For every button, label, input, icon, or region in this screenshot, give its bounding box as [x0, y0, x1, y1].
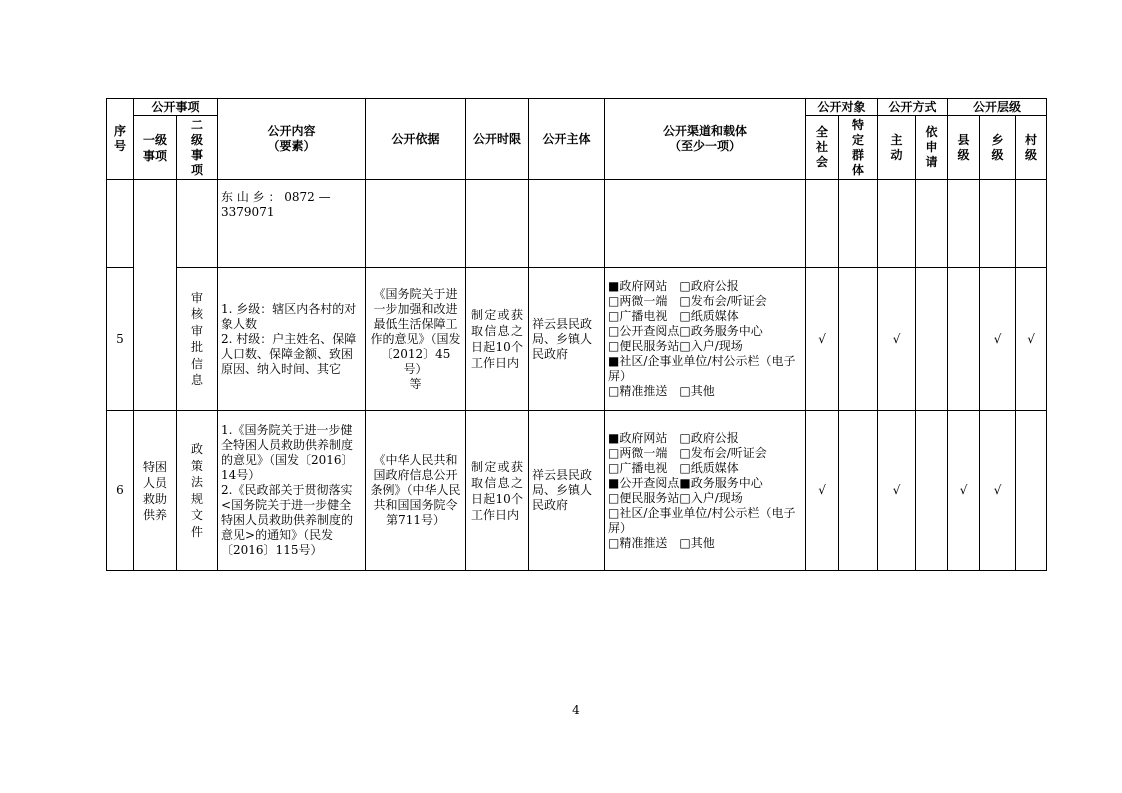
cell-apply [916, 411, 948, 571]
header-target: 公开对象 [806, 99, 878, 116]
page-number: 4 [572, 703, 580, 717]
cell-active: √ [878, 411, 916, 571]
cell-all: √ [806, 411, 839, 571]
cell-specific [839, 411, 878, 571]
header-level-county: 县级 [948, 116, 980, 180]
table-row [107, 411, 1047, 571]
header-time-limit: 公开时限 [466, 99, 529, 180]
cell-level2 [177, 180, 218, 268]
header-target-all: 全社会 [806, 116, 839, 180]
cell-all [806, 180, 839, 268]
header-target-specific: 特定群体 [839, 116, 878, 180]
cell-level1: 特困人员救助供养 [134, 411, 177, 571]
header-method-apply: 依申请 [916, 116, 948, 180]
cell-seq: 6 [107, 411, 134, 571]
cell-basis: 《国务院关于进一步加强和改进最低生活保障工作的意见》（国发〔2012〕45号） 等 [366, 268, 466, 411]
cell-level2: 政策法规文件 [177, 411, 218, 571]
cell-subject: 祥云县民政局、乡镇人民政府 [529, 268, 605, 411]
cell-county: √ [948, 411, 980, 571]
cell-apply [916, 268, 948, 411]
header-method: 公开方式 [878, 99, 948, 116]
cell-county [948, 268, 980, 411]
table-row [107, 268, 1047, 411]
header-subject: 公开主体 [529, 99, 605, 180]
cell-basis [366, 180, 466, 268]
header-level-village: 村级 [1016, 116, 1047, 180]
cell-content: 1.《国务院关于进一步健全特困人员救助供养制度的意见》（国发〔2016〕14号） 2.《民政部关于贯彻落实<国务院关于进一步健全特困人员救助供养制度的意见>的通知》（民发〔2016〕115号） [218, 411, 366, 571]
cell-village [1016, 180, 1047, 268]
cell-town [980, 180, 1016, 268]
cell-county [948, 180, 980, 268]
cell-level2: 审核审批信息 [177, 268, 218, 411]
header-level: 公开层级 [948, 99, 1047, 116]
cell-subject [529, 180, 605, 268]
header-content: 公开内容 （要素） [218, 99, 366, 180]
cell-town: √ [980, 411, 1016, 571]
cell-channels: ■政府网站 □政府公报 □两微一端 □发布会/听证会 □广播电视 □纸质媒体 □公开查阅点□政务服务中心 □便民服务站□入户/现场 ■社区/企事业单位/村公示栏（电子屏） □精准推送 □其他 [605, 268, 806, 411]
disclosure-table [106, 98, 1047, 571]
cell-channels [605, 180, 806, 268]
cell-time-limit: 制定或获取信息之日起10个工作日内 [466, 268, 529, 411]
cell-apply [916, 180, 948, 268]
header-public-items: 公开事项 [134, 99, 218, 116]
table-row [107, 180, 1047, 268]
cell-village [1016, 411, 1047, 571]
cell-channels: ■政府网站 □政府公报 □两微一端 □发布会/听证会 □广播电视 □纸质媒体 ■公开查阅点■政务服务中心 □便民服务站□入户/现场 □社区/企事业单位/村公示栏（电子屏） □精准推送 □其他 [605, 411, 806, 571]
cell-seq [107, 180, 134, 268]
header-level-town: 乡级 [980, 116, 1016, 180]
cell-seq: 5 [107, 268, 134, 411]
cell-specific [839, 180, 878, 268]
header-channels: 公开渠道和载体 （至少一项） [605, 99, 806, 180]
cell-village: √ [1016, 268, 1047, 411]
cell-time-limit [466, 180, 529, 268]
cell-content: 东 山 乡 ： 0872 — 3379071 [218, 180, 366, 268]
cell-active: √ [878, 268, 916, 411]
cell-subject: 祥云县民政局、乡镇人民政府 [529, 411, 605, 571]
cell-town: √ [980, 268, 1016, 411]
cell-specific [839, 268, 878, 411]
header-method-active: 主动 [878, 116, 916, 180]
cell-basis: 《中华人民共和国政府信息公开条例》（中华人民共和国国务院令第711号） [366, 411, 466, 571]
header-seq: 序号 [107, 99, 134, 180]
cell-active [878, 180, 916, 268]
cell-content: 1. 乡级：辖区内各村的对象人数 2. 村级：户主姓名、保障人口数、保障金额、致困原因、纳入时间、其它 [218, 268, 366, 411]
header-basis: 公开依据 [366, 99, 466, 180]
cell-time-limit: 制定或获取信息之日起10个工作日内 [466, 411, 529, 571]
cell-all: √ [806, 268, 839, 411]
header-level1: 一级事项 [134, 116, 177, 180]
cell-level1 [134, 180, 177, 411]
header-level2: 二级事项 [177, 116, 218, 180]
